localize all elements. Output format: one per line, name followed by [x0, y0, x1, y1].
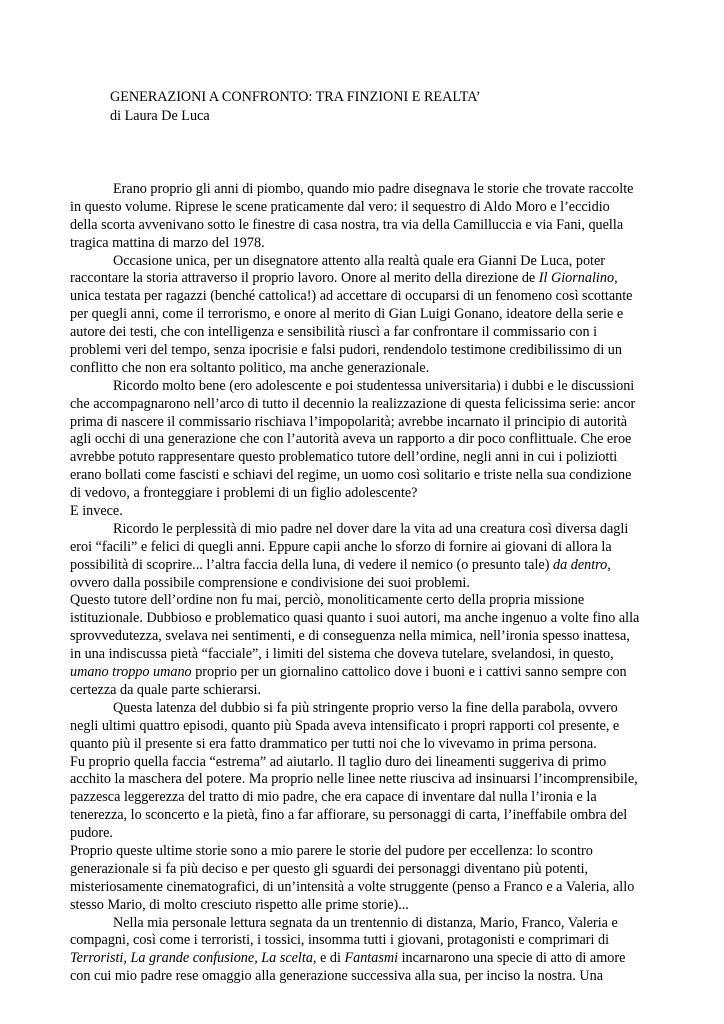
text-run: della scorta avvenivano sotto le finestre di casa nostra, tra via della Camilluccia e via Fani, quella — [70, 216, 624, 233]
text-run: Nella mia personale lettura segnata da un trentennio di distanza, Mario, Franco, Valeria e — [113, 914, 618, 931]
text-run: acchito la maschera del potere. Ma proprio nelle linee nette riusciva ad insinuarsi l’incomprensibile, — [70, 771, 638, 788]
text-run: Ricordo molto bene (ero adolescente e poi studentessa universitaria) i dubbi e le discussioni — [113, 377, 635, 394]
text-line — [70, 485, 660, 503]
text-run: Proprio queste ultime storie sono a mio parere le storie del pudore per eccellenza: lo scontro — [70, 842, 593, 859]
italic-text: umano troppo umano — [70, 664, 192, 681]
text-line — [70, 682, 660, 700]
text-line — [70, 253, 660, 271]
text-run: sprovvedutezza, svelava nei sentimenti, e di conseguenza nella mimica, nell’ironia spesso inattesa, — [70, 628, 630, 645]
text-run: negli ultimi quattro episodi, quanto più Spada aveva intensificato i propri rapporti col presente, e — [70, 717, 620, 734]
text-line — [70, 342, 660, 360]
text-line — [70, 897, 660, 915]
text-line — [70, 449, 660, 467]
text-run: E invece. — [70, 503, 123, 520]
text-line — [70, 360, 660, 378]
text-line — [70, 467, 660, 485]
text-run: pazzesca leggerezza del tratto di mio padre, che era capace di inventare dal nulla l’ironia e la — [70, 789, 597, 806]
text-line — [70, 610, 660, 628]
text-line — [70, 736, 660, 754]
text-line — [70, 521, 660, 539]
text-run: Fu proprio quella faccia “estrema” ad aiutarlo. Il taglio duro dei lineamenti suggeriva di primo — [70, 753, 607, 770]
text-run: , — [614, 270, 618, 287]
text-run: certezza da quale parte schierarsi. — [70, 681, 262, 698]
text-run: possibilità di scoprire... l’altra faccia della luna, di vedere il nemico (o presunto tale) — [70, 556, 553, 573]
document-author: di Laura De Luca — [110, 108, 210, 124]
text-run: proprio per un giornalino cattolico dove i buoni e i cattivi sanno sempre con — [191, 664, 627, 681]
text-line — [70, 807, 660, 825]
text-run: ovvero dalla possibile comprensione e condivisione dei suoi problemi. — [70, 574, 470, 591]
text-line — [70, 270, 660, 288]
text-run: in questo volume. Riprese le scene praticamente dal vero: il sequestro di Aldo Moro e l’eccidio — [70, 198, 610, 215]
text-run: pudore. — [70, 825, 113, 842]
text-run: per quegli anni, come il terrorismo, e onore al merito di Gian Luigi Gonano, ideatore della serie e — [70, 306, 624, 323]
text-run: conflitto che non era soltanto politico, ma anche generazionale. — [70, 359, 430, 376]
text-run: eroi “facili” e felici di quegli anni. Eppure capii anche lo sforzo di fornire ai giovani di allora la — [70, 538, 612, 555]
text-run: compagni, così come i terroristi, i tossici, insomma tutti i giovani, protagonisti e comprimari di — [70, 932, 610, 949]
text-line — [70, 306, 660, 324]
text-run: agli occhi di una generazione che con l’autorità aveva un rapporto a dir poco conflittuale. Che eroe — [70, 431, 632, 448]
text-line — [70, 539, 660, 557]
text-run: e di — [316, 950, 345, 967]
text-line — [70, 789, 660, 807]
text-run: Questo tutore dell’ordine non fu mai, perciò, monoliticamente certo della propria missione — [70, 592, 585, 609]
text-run: in una indiscussa pietà “facciale”, i limiti del sistema che doveva tutelare, svelandosi, in questo, — [70, 646, 614, 663]
text-run: erano bollati come fascisti e schiavi del regime, un uomo così solitario e triste nella sua condizione — [70, 467, 632, 484]
text-line — [70, 414, 660, 432]
italic-text: da dentro, — [553, 556, 611, 573]
text-line — [70, 968, 660, 986]
text-line — [70, 181, 660, 199]
text-run: autore dei testi, che con intelligenza e sensibilità riuscì a far confrontare il commissario con i — [70, 324, 598, 341]
text-run: di vedovo, a fronteggiare i problemi di un figlio adolescente? — [70, 485, 418, 502]
text-line — [70, 664, 660, 682]
text-line — [70, 557, 660, 575]
text-line — [70, 825, 660, 843]
text-run: che accompagnarono nell’arco di tutto il decennio la realizzazione di questa felicissima serie: ancor — [70, 395, 636, 412]
text-line — [70, 378, 660, 396]
text-line — [70, 754, 660, 772]
text-run: prima di nascere il commissario rischiava l’impopolarità; avrebbe incarnato il principio di autorità — [70, 413, 628, 430]
italic-text: Il Giornalino — [538, 270, 615, 287]
document-header — [110, 88, 481, 126]
italic-text: Fantasmi — [344, 950, 399, 967]
text-run: con cui mio padre rese omaggio alla generazione successiva alla sua, per inciso la nostra. Una — [70, 968, 604, 985]
text-line — [70, 592, 660, 610]
text-line — [70, 575, 660, 593]
text-line — [70, 628, 660, 646]
text-line — [70, 932, 660, 950]
text-run: istituzionale. Dubbioso e problematico quasi quanto i suoi autori, ma anche ingenuo a volte fino alla — [70, 610, 640, 627]
text-line — [70, 861, 660, 879]
text-run: tragica mattina di marzo del 1978. — [70, 234, 265, 251]
text-line — [70, 503, 660, 521]
text-line — [70, 431, 660, 449]
text-line — [70, 915, 660, 933]
document-title: GENERAZIONI A CONFRONTO: TRA FINZIONI E REALTA’ — [110, 89, 481, 105]
text-run: problemi veri del tempo, senza ipocrisie e falsi pudori, rendendolo testimone credibilissimo di un — [70, 342, 622, 359]
text-line — [70, 771, 660, 789]
text-line — [70, 235, 660, 253]
text-run: quanto più il presente si era fatto drammatico per tutti noi che lo vivevamo in prima persona. — [70, 735, 597, 752]
text-run: Ricordo le perplessità di mio padre nel dover dare la vita ad una creatura così diversa dagli — [113, 520, 629, 537]
text-line — [70, 843, 660, 861]
text-run: avrebbe potuto rappresentare questo problematico tutore dell’ordine, negli anni in cui i poliziotti — [70, 449, 618, 466]
text-line — [70, 646, 660, 664]
text-line — [70, 396, 660, 414]
text-line — [70, 700, 660, 718]
text-run: tenerezza, lo sconcerto e la pietà, fino a far affiorare, su personaggi di carta, l’ineffabile ombra del — [70, 807, 628, 824]
document-body — [70, 181, 660, 986]
text-run: misteriosamente cinematografici, di un’intensità a volte struggente (penso a Franco e a Valeria, allo — [70, 878, 635, 895]
text-line — [70, 217, 660, 235]
text-run: Questa latenza del dubbio si fa più stringente proprio verso la fine della parabola, ovvero — [113, 699, 618, 716]
text-run: stesso Mario, di molto cresciuto rispetto alle prime storie)... — [70, 896, 409, 913]
italic-text: Terroristi, La grande confusione, La scelta, — [70, 950, 317, 967]
text-line — [70, 324, 660, 342]
text-run: Occasione unica, per un disegnatore attento alla realtà quale era Gianni De Luca, poter — [113, 252, 605, 269]
text-line — [70, 199, 660, 217]
text-run: Erano proprio gli anni di piombo, quando mio padre disegnava le storie che trovate raccolte — [113, 181, 634, 197]
text-line — [70, 950, 660, 968]
text-line — [70, 718, 660, 736]
text-run: incarnarono una specie di atto di amore — [398, 950, 626, 967]
text-line — [70, 288, 660, 306]
text-run: generazionale si fa più deciso e per questo gli sguardi dei personaggi diventano più potenti, — [70, 860, 589, 877]
text-run: raccontare la storia attraverso il proprio lavoro. Onore al merito della direzione de — [70, 270, 539, 287]
text-run: unica testata per ragazzi (benché cattolica!) ad accettare di occuparsi di un fenomeno così scottante — [70, 288, 633, 305]
text-line — [70, 879, 660, 897]
